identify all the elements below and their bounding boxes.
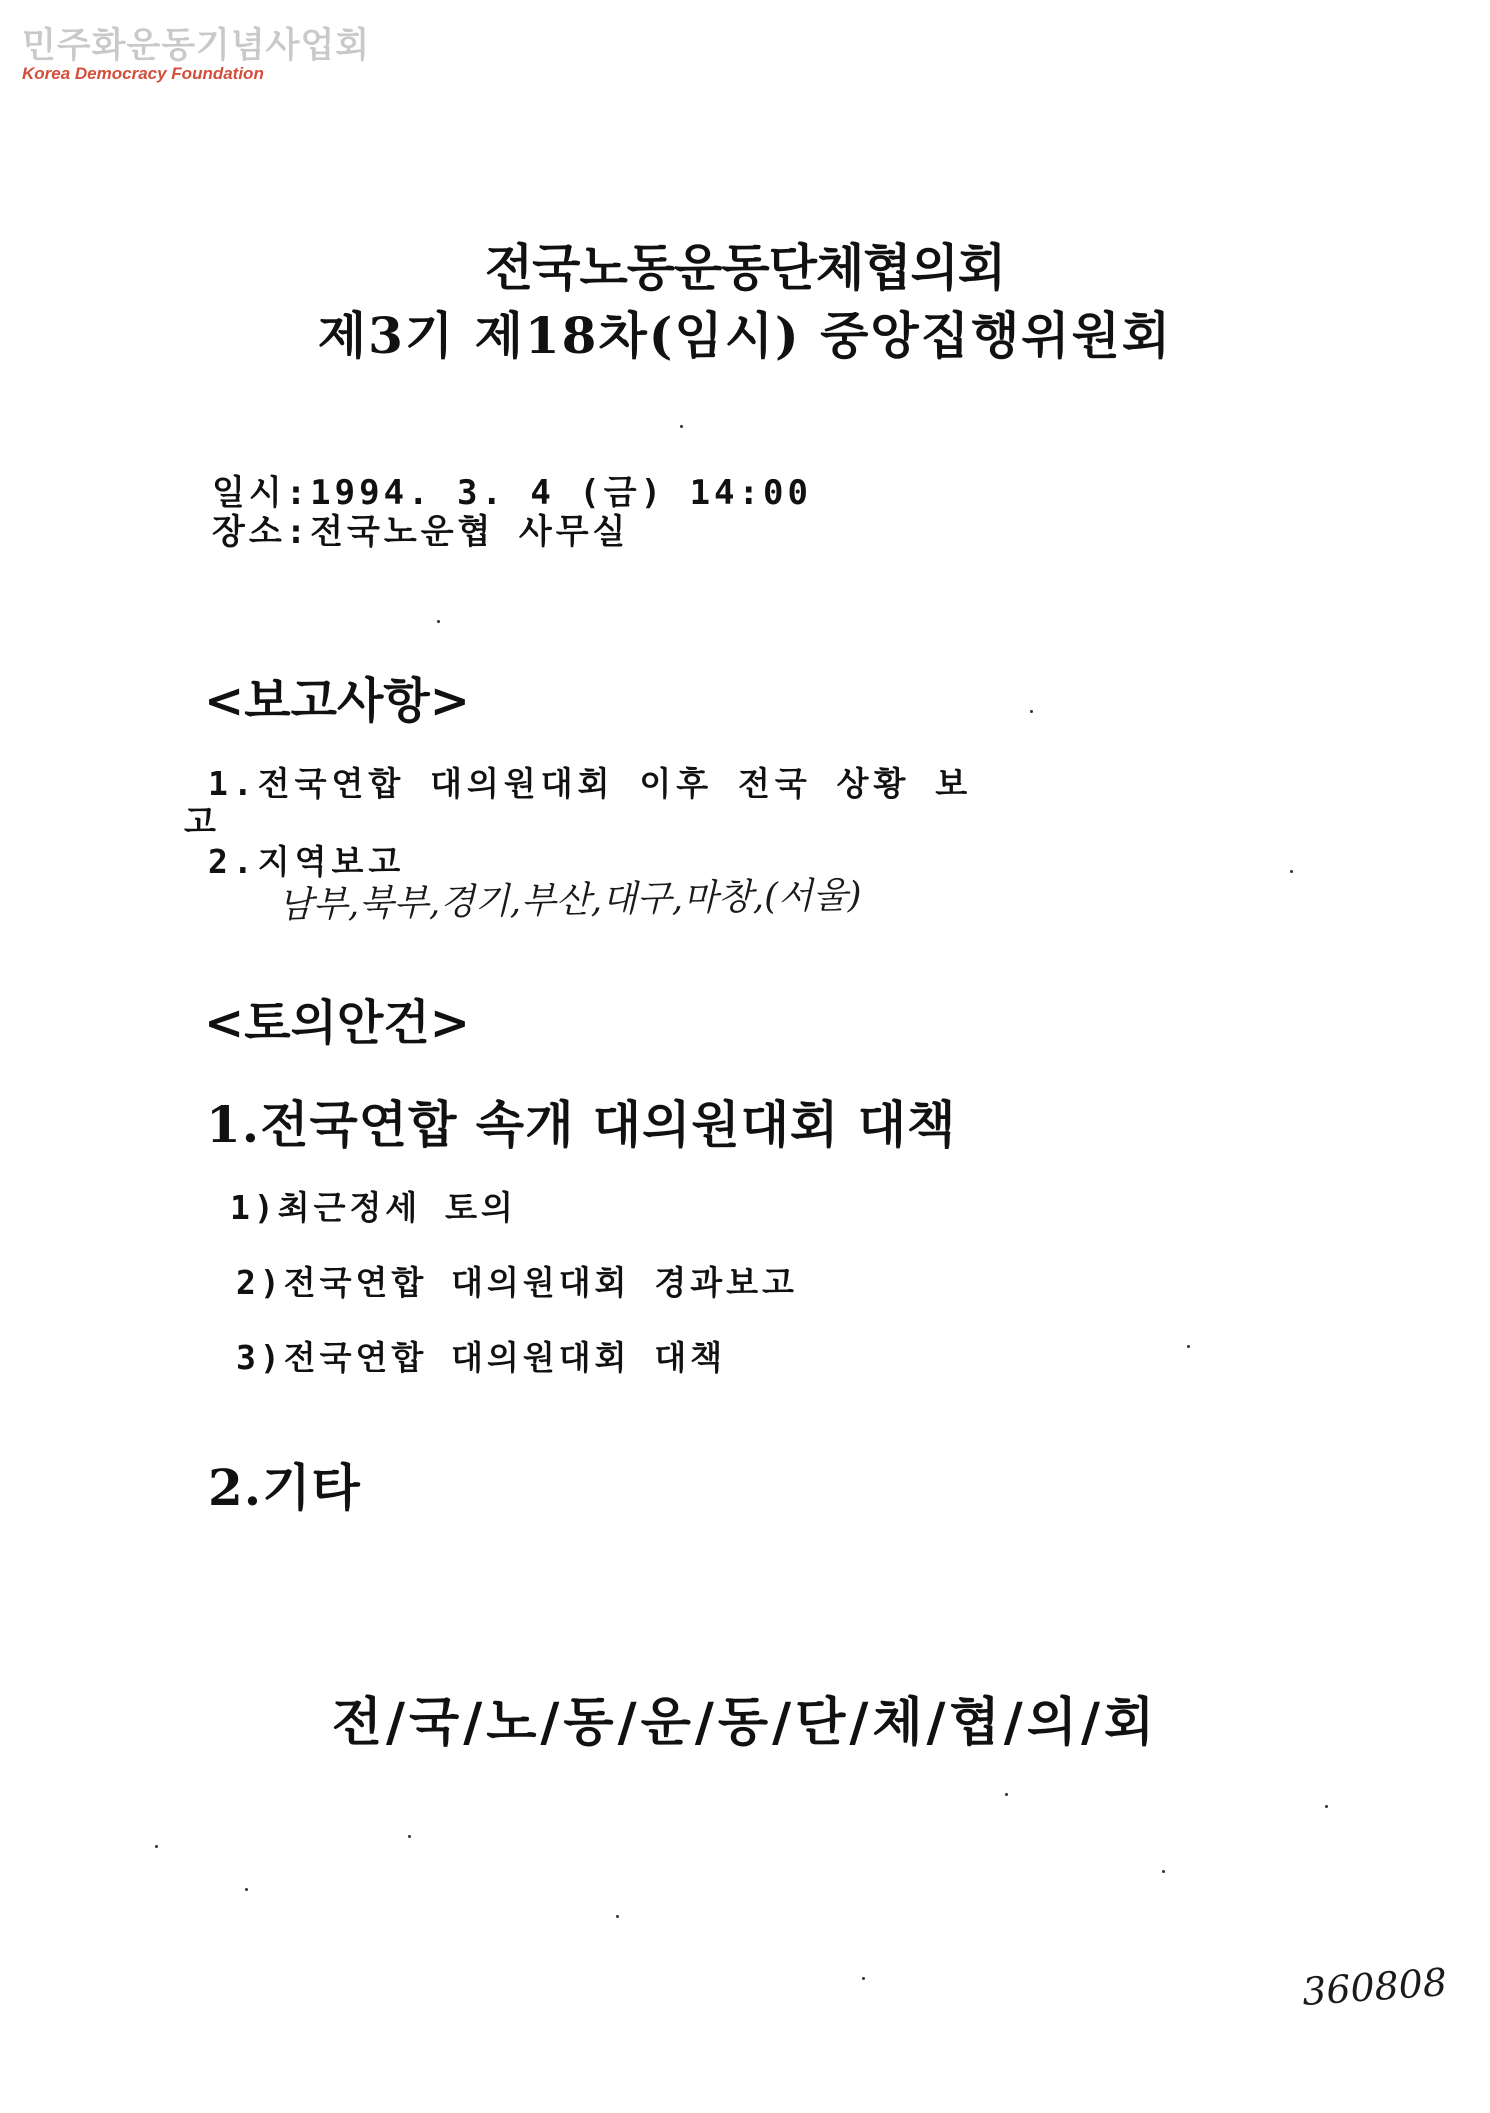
report-item-1-continued: 고 — [184, 802, 221, 841]
document-title-meeting: 제3기 제18차(임시) 중앙집행위원회 — [317, 306, 1173, 365]
scan-speck — [1005, 1793, 1008, 1796]
scan-speck — [437, 620, 440, 623]
scan-speck — [1290, 870, 1293, 873]
scan-speck — [1030, 710, 1033, 713]
scan-speck — [408, 1835, 411, 1838]
watermark-korean: 민주화운동기념사업회 — [22, 26, 371, 66]
agenda-item-2: 2.기타 — [208, 1458, 361, 1517]
report-section-heading: <보고사항> — [204, 673, 470, 729]
scan-speck — [245, 1888, 248, 1891]
scan-speck — [1162, 1870, 1165, 1873]
archive-number: 360808 — [1300, 1959, 1449, 2015]
meeting-place: 장소:전국노운협 사무실 — [212, 512, 630, 552]
scan-speck — [1325, 1805, 1328, 1808]
agenda-subitem-2: 2)전국연합 대의원대회 경과보고 — [236, 1263, 798, 1302]
document-title-organization: 전국노동운동단체협의회 — [484, 238, 1006, 297]
watermark-english: Korea Democracy Foundation — [22, 64, 264, 83]
scan-speck — [862, 1977, 865, 1980]
agenda-subitem-1: 1)최근정세 토의 — [230, 1188, 517, 1227]
report-item-1: 1.전국연합 대의원대회 이후 전국 상황 보 — [208, 764, 973, 803]
scan-speck — [616, 1915, 619, 1918]
report-item-2: 2.지역보고 — [208, 842, 406, 881]
footer-organization: 전/국/노/동/운/동/단/체/협/의/회 — [331, 1692, 1159, 1753]
scan-speck — [680, 425, 683, 428]
scan-speck — [155, 1845, 158, 1848]
handwritten-region-note: 남부,북부,경기,부산,대구,마창,(서울) — [277, 874, 862, 927]
agenda-item-1: 1.전국연합 속개 대의원대회 대책 — [206, 1095, 957, 1154]
scan-speck — [1187, 1345, 1190, 1348]
agenda-section-heading: <토의안건> — [204, 995, 470, 1051]
agenda-subitem-3: 3)전국연합 대의원대회 대책 — [236, 1338, 727, 1377]
meeting-datetime: 일시:1994. 3. 4 (금) 14:00 — [212, 473, 812, 513]
